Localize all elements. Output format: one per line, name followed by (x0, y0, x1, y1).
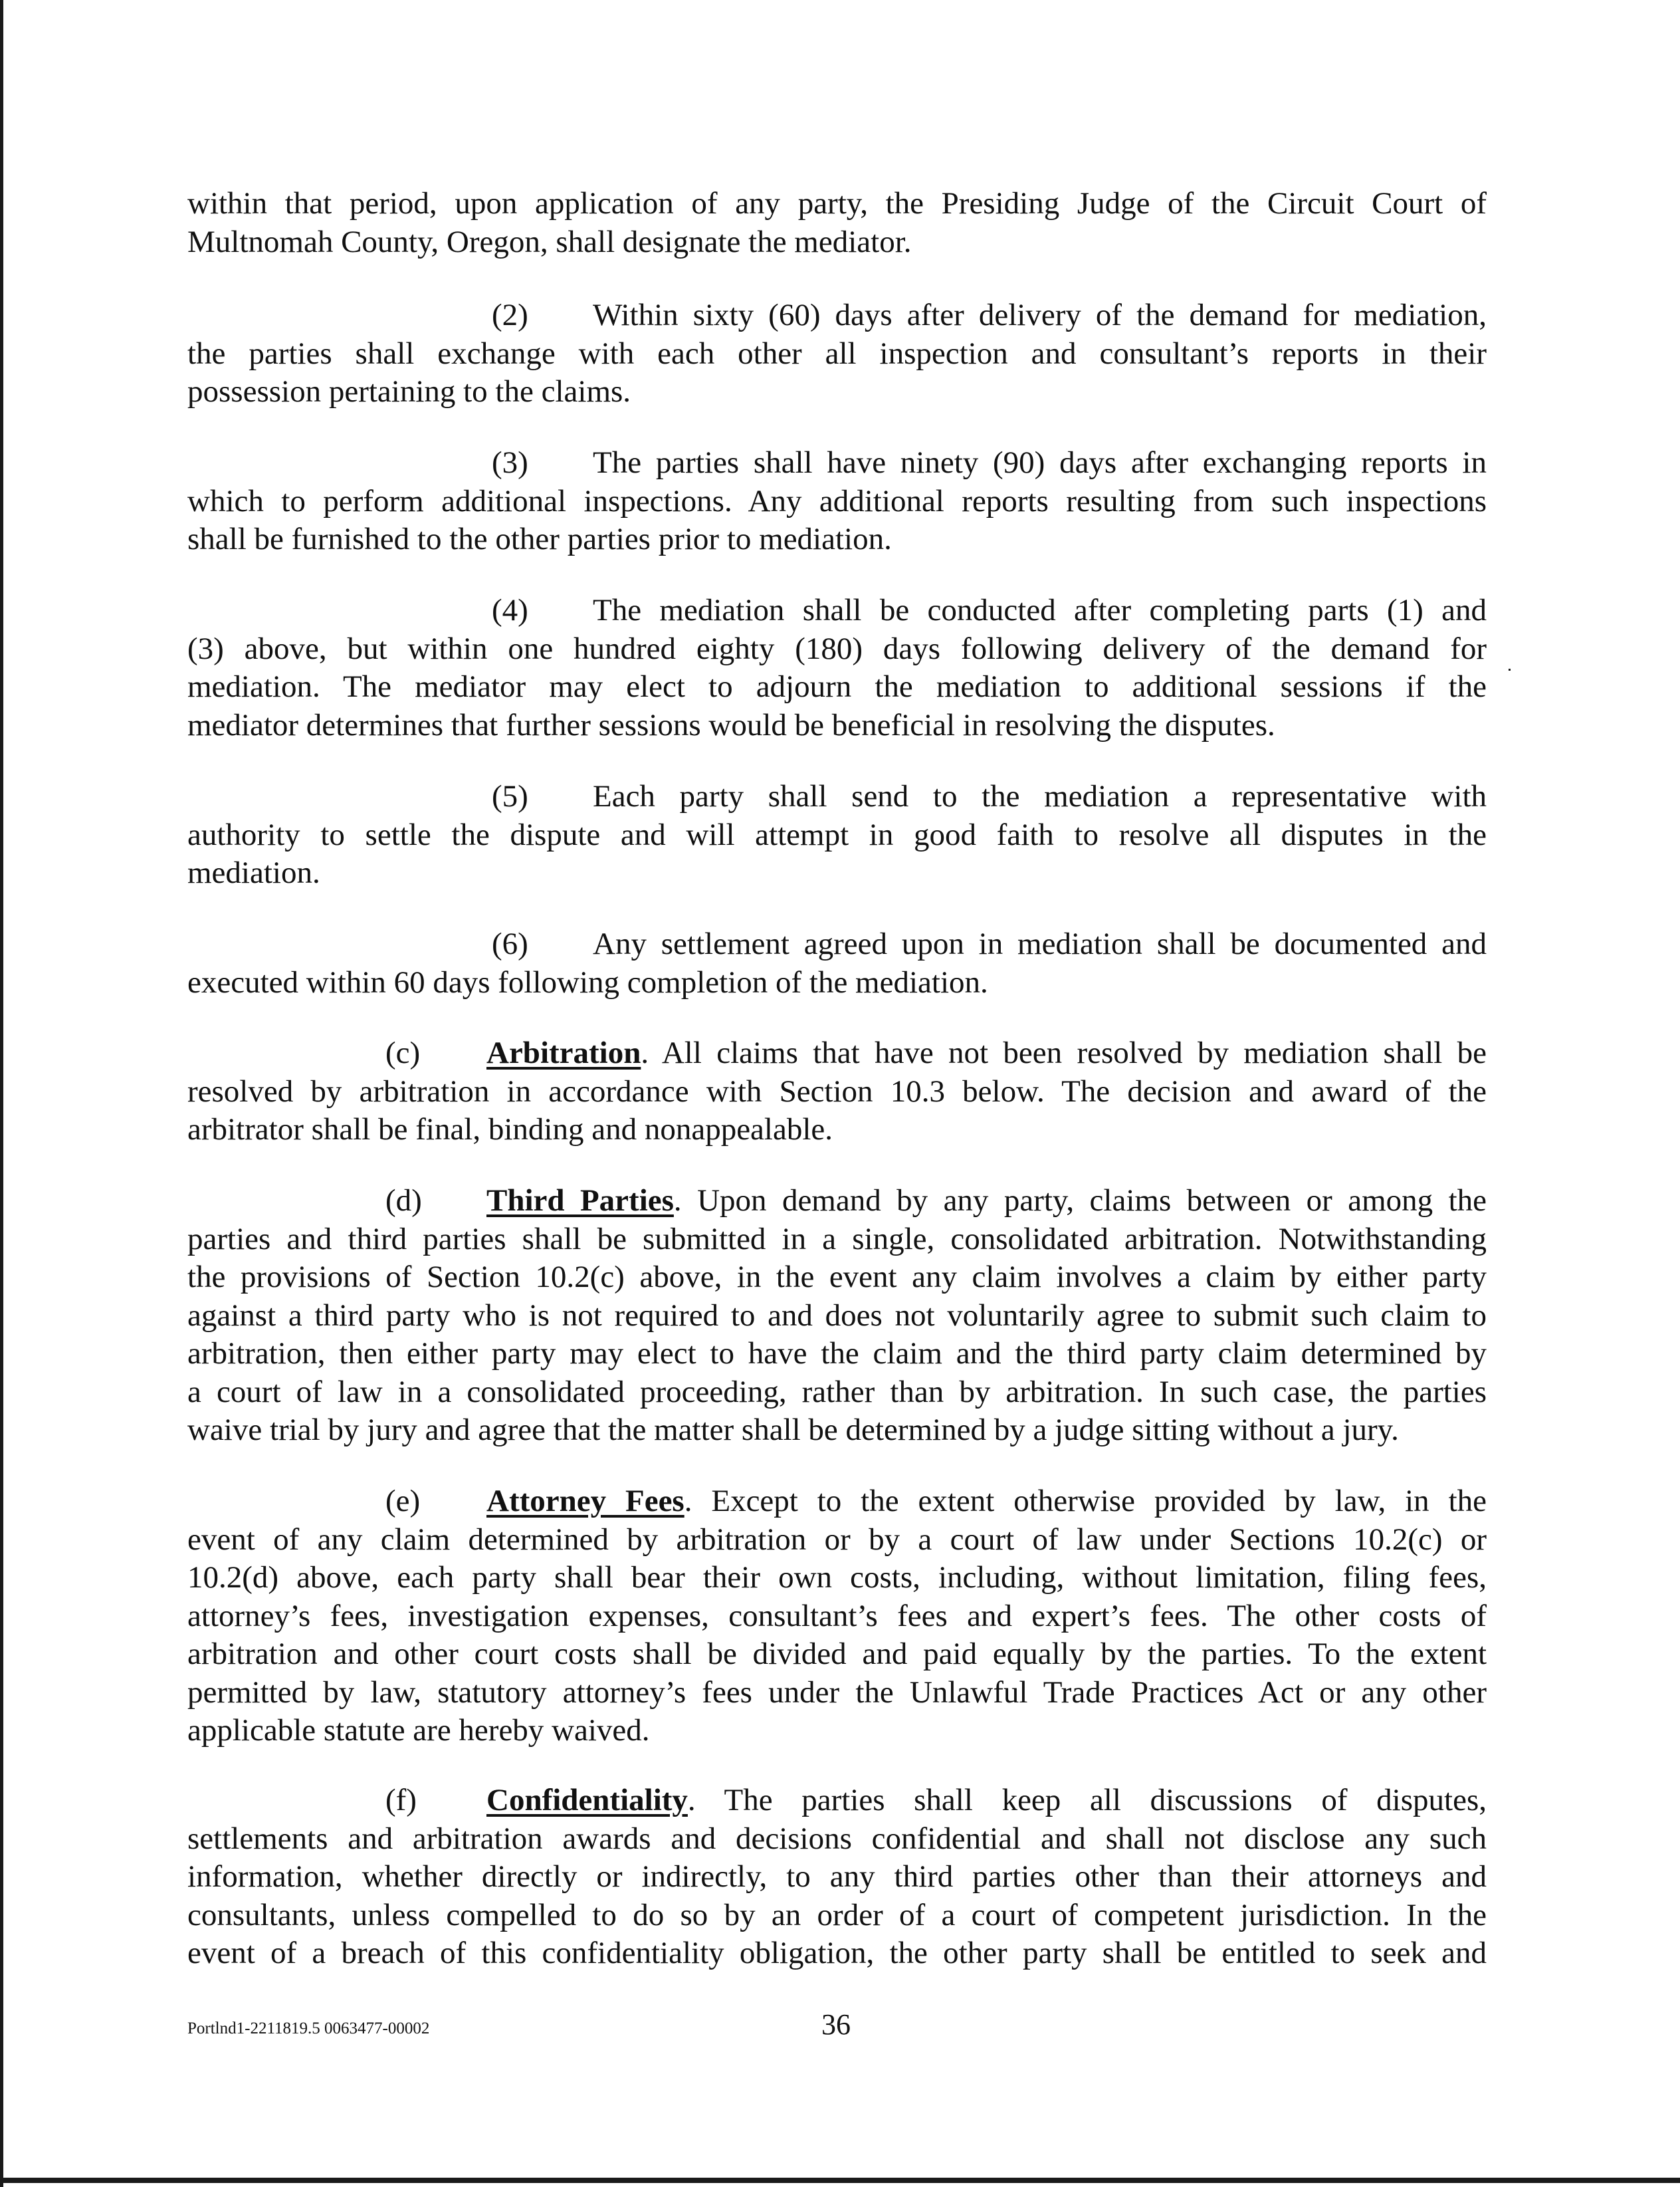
line-text: . Upon demand by any party, claims between or among the (673, 1183, 1487, 1218)
line-text: . All claims that have not been resolved by mediation shall be (641, 1036, 1487, 1070)
line-text: Within sixty (60) days after delivery of the demand for mediation, (593, 298, 1487, 332)
section-heading: Third Parties (486, 1183, 674, 1218)
text-line: mediation. (187, 856, 320, 890)
paragraph-5 (187, 778, 1487, 893)
line-text: The parties shall have ninety (90) days after exchanging reports in (593, 445, 1487, 480)
text-line: possession pertaining to the claims. (187, 374, 631, 409)
text-line: mediator determines that further sessions would be beneficial in resolving the disputes. (187, 707, 1275, 743)
text-line (187, 1182, 1487, 1220)
text-line: 10.2(d) above, each party shall bear their own costs, including, without limitation, filing fees, (187, 1560, 1487, 1595)
text-line: which to perform additional inspections. Any additional reports resulting from such inspections (187, 483, 1487, 518)
paragraph-e-attorney-fees (187, 1482, 1487, 1750)
line-text: Any settlement agreed upon in mediation shall be documented and (593, 927, 1487, 961)
line-text: . Except to the extent otherwise provided by law, in the (684, 1484, 1487, 1518)
item-number: (c) (385, 1036, 421, 1070)
text-line: resolved by arbitration in accordance with Section 10.3 below. The decision and award of the (187, 1074, 1487, 1109)
text-line: arbitrator shall be final, binding and nonappealable. (187, 1112, 833, 1147)
paragraph-3 (187, 444, 1487, 559)
section-heading: Arbitration (486, 1036, 641, 1070)
text-line: a court of law in a consolidated proceeding, rather than by arbitration. In such case, the parties (187, 1374, 1487, 1409)
scan-left-edge (0, 0, 3, 2187)
item-number: (5) (492, 779, 528, 814)
text-line: executed within 60 days following completion of the mediation. (187, 965, 988, 1000)
scan-mark (1509, 669, 1511, 671)
text-line: waive trial by jury and agree that the matter shall be determined by a judge sitting without a jury. (187, 1413, 1399, 1447)
text-line (187, 1034, 1487, 1073)
text-line: within that period, upon application of any party, the Presiding Judge of the Circuit Court of (187, 186, 1487, 221)
item-number: (f) (385, 1783, 417, 1817)
item-number: (2) (492, 298, 528, 332)
text-line: event of any claim determined by arbitration or by a court of law under Sections 10.2(c) or (187, 1522, 1487, 1557)
footer-page-number: 36 (821, 2008, 851, 2041)
text-line (187, 778, 1487, 816)
item-number: (6) (492, 927, 528, 961)
paragraph-intro (187, 185, 1487, 261)
text-line (187, 1782, 1487, 1820)
text-line (187, 296, 1487, 335)
item-number: (4) (492, 593, 528, 628)
section-heading: Confidentiality (486, 1783, 688, 1817)
text-line (187, 925, 1487, 964)
line-text: The mediation shall be conducted after completing parts (1) and (593, 593, 1487, 628)
text-line (187, 444, 1487, 483)
text-line: shall be furnished to the other parties prior to mediation. (187, 522, 892, 556)
text-line: the parties shall exchange with each other all inspection and consultant’s reports in their (187, 336, 1487, 371)
paragraph-f-confidentiality (187, 1782, 1487, 1973)
text-line: consultants, unless compelled to do so by an order of a court of competent jurisdiction. In the (187, 1897, 1487, 1932)
text-line: against a third party who is not required to and does not voluntarily agree to submit such claim to (187, 1298, 1487, 1333)
paragraph-2 (187, 296, 1487, 411)
text-line: the provisions of Section 10.2(c) above, in the event any claim involves a claim by either party (187, 1260, 1487, 1294)
section-heading: Attorney Fees (486, 1484, 684, 1518)
paragraph-6 (187, 925, 1487, 1002)
text-line: Multnomah County, Oregon, shall designate the mediator. (187, 224, 912, 259)
text-line: attorney’s fees, investigation expenses, consultant’s fees and expert’s fees. The other costs of (187, 1598, 1487, 1633)
paragraph-4 (187, 592, 1487, 745)
text-line: arbitration and other court costs shall be divided and paid equally by the parties. To the extent (187, 1637, 1487, 1671)
paragraph-d-third-parties (187, 1182, 1487, 1450)
text-line: parties and third parties shall be submitted in a single, consolidated arbitration. Notwithstanding (187, 1221, 1487, 1256)
paragraph-c-arbitration (187, 1034, 1487, 1149)
item-number: (e) (385, 1484, 421, 1518)
text-line: mediation. The mediator may elect to adjourn the mediation to additional sessions if the (187, 669, 1487, 704)
text-line (187, 1482, 1487, 1521)
text-line: (3) above, but within one hundred eighty (180) days following delivery of the demand for (187, 631, 1487, 666)
text-line: event of a breach of this confidentiality obligation, the other party shall be entitled to seek and (187, 1936, 1487, 1970)
text-line: arbitration, then either party may elect to have the claim and the third party claim determined by (187, 1336, 1487, 1371)
line-text: . The parties shall keep all discussions of disputes, (687, 1783, 1487, 1817)
text-line: permitted by law, statutory attorney’s fees under the Unlawful Trade Practices Act or any other (187, 1674, 1487, 1710)
text-line: settlements and arbitration awards and decisions confidential and shall not disclose any such (187, 1821, 1487, 1856)
line-text: Each party shall send to the mediation a representative with (593, 779, 1487, 814)
footer-document-id: Portlnd1-2211819.5 0063477-00002 (187, 2019, 430, 2037)
item-number: (3) (492, 445, 528, 480)
text-line: applicable statute are hereby waived. (187, 1713, 650, 1748)
item-number: (d) (385, 1183, 422, 1218)
text-line: authority to settle the dispute and will attempt in good faith to resolve all disputes in the (187, 817, 1487, 852)
text-line: information, whether directly or indirectly, to any third parties other than their attorneys and (187, 1859, 1487, 1894)
scan-bottom-edge (0, 2178, 1680, 2183)
text-line (187, 592, 1487, 630)
